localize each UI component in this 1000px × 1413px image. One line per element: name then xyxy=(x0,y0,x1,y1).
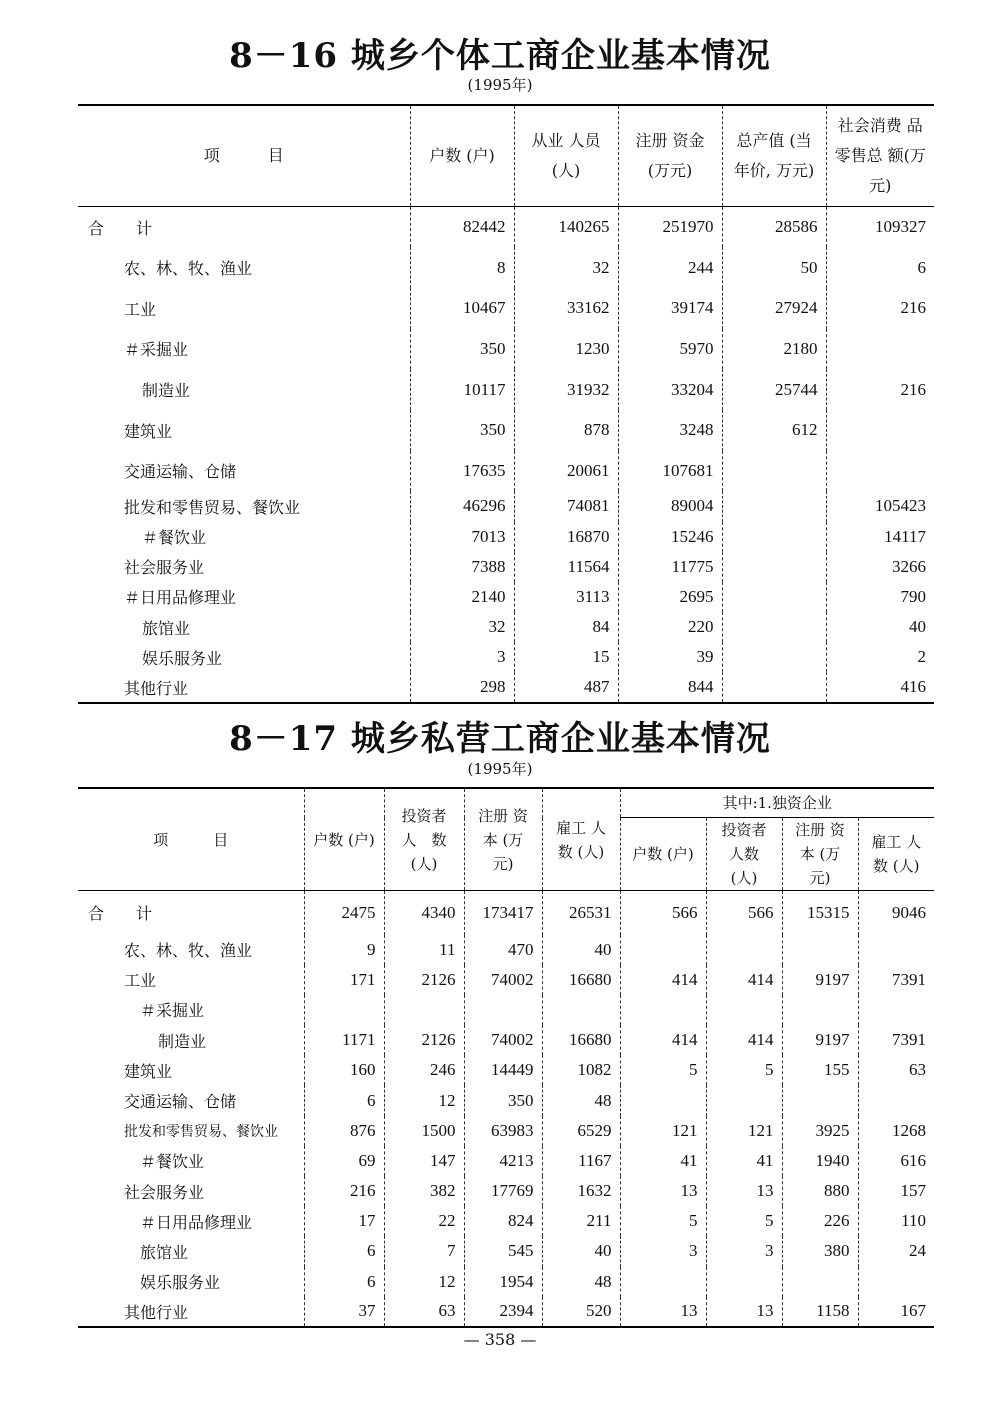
cell-employees: 487 xyxy=(514,672,618,702)
cell-employees: 1167 xyxy=(542,1146,620,1176)
cell-employees: 140265 xyxy=(514,207,618,248)
cell-sub-capital xyxy=(782,1267,858,1297)
table-row xyxy=(78,522,934,552)
table16-header-retail: 社会消费 品零售总 额(万元) xyxy=(826,105,934,207)
cell-sub-households: 5 xyxy=(620,1055,706,1085)
cell-retail: 109327 xyxy=(826,207,934,248)
table-row xyxy=(78,642,934,672)
cell-sub-capital xyxy=(782,1085,858,1115)
cell-output: 28586 xyxy=(722,207,826,248)
cell-capital: 220 xyxy=(618,612,722,642)
cell-employees: 84 xyxy=(514,612,618,642)
cell-capital: 2695 xyxy=(618,582,722,612)
cell-sub-employees: 616 xyxy=(858,1146,934,1176)
cell-output xyxy=(722,552,826,582)
row-label: 娱乐服务业 xyxy=(142,648,223,668)
row-label: 农、林、牧、渔业 xyxy=(124,259,253,279)
table-row xyxy=(78,1146,934,1176)
cell-retail: 216 xyxy=(826,288,934,329)
table-row xyxy=(78,207,934,248)
row-label: 旅馆业 xyxy=(142,618,191,638)
row-label: 社会服务业 xyxy=(124,558,205,578)
table-row xyxy=(78,451,934,492)
cell-sub-investors xyxy=(706,1085,782,1115)
cell-employees: 32 xyxy=(514,247,618,288)
cell-capital: 824 xyxy=(464,1206,542,1236)
table-row xyxy=(78,672,934,702)
cell-retail: 6 xyxy=(826,247,934,288)
cell-employees: 16870 xyxy=(514,522,618,552)
row-label: 制造业 xyxy=(142,381,191,401)
table-row xyxy=(78,1116,934,1146)
cell-sub-employees: 1268 xyxy=(858,1116,934,1146)
cell-capital: 17769 xyxy=(464,1176,542,1206)
table17-header-sub-investors: 投资者 人数 (人) xyxy=(706,818,782,891)
cell-capital: 39174 xyxy=(618,288,722,329)
cell-sub-employees xyxy=(858,1267,934,1297)
cell-capital: 5970 xyxy=(618,329,722,370)
table17-header-sub-households: 户数 (户) xyxy=(620,818,706,891)
cell-employees: 3113 xyxy=(514,582,618,612)
cell-sub-investors xyxy=(706,935,782,965)
cell-output: 2180 xyxy=(722,329,826,370)
cell-investors: 2126 xyxy=(384,1025,464,1055)
cell-investors: 63 xyxy=(384,1297,464,1327)
cell-households: 10117 xyxy=(410,369,514,410)
cell-capital: 14449 xyxy=(464,1055,542,1085)
cell-capital: 63983 xyxy=(464,1116,542,1146)
cell-sub-capital: 155 xyxy=(782,1055,858,1085)
table17-header-households: 户数 (户) xyxy=(304,788,384,891)
table16-header-households: 户数 (户) xyxy=(410,105,514,207)
row-label: 其他行业 xyxy=(124,678,189,698)
cell-investors: 246 xyxy=(384,1055,464,1085)
cell-households: 37 xyxy=(304,1297,384,1327)
cell-households: 171 xyxy=(304,965,384,995)
cell-households xyxy=(304,995,384,1025)
cell-sub-households: 566 xyxy=(620,891,706,935)
cell-households: 7388 xyxy=(410,552,514,582)
cell-sub-investors: 13 xyxy=(706,1297,782,1327)
cell-sub-investors: 414 xyxy=(706,965,782,995)
row-label: ＃采掘业 xyxy=(124,340,189,360)
table-row xyxy=(78,1025,934,1055)
cell-households: 32 xyxy=(410,612,514,642)
cell-capital: 1954 xyxy=(464,1267,542,1297)
cell-capital: 4213 xyxy=(464,1146,542,1176)
cell-sub-capital: 1158 xyxy=(782,1297,858,1327)
table16-year: (1995年) xyxy=(467,76,533,94)
cell-employees xyxy=(542,995,620,1025)
table-row xyxy=(78,935,934,965)
page-number: — 358 — xyxy=(463,1330,537,1349)
cell-households: 6 xyxy=(304,1085,384,1115)
row-label: 批发和零售贸易、餐饮业 xyxy=(124,1123,278,1140)
table-row xyxy=(78,965,934,995)
cell-sub-employees: 110 xyxy=(858,1206,934,1236)
cell-sub-households: 13 xyxy=(620,1176,706,1206)
table17-header-sub-employees: 雇工 人数 (人) xyxy=(858,818,934,891)
cell-households: 6 xyxy=(304,1267,384,1297)
cell-employees: 48 xyxy=(542,1267,620,1297)
row-label: ＃日用品修理业 xyxy=(124,588,237,608)
table-row xyxy=(78,995,934,1025)
row-label: ＃采掘业 xyxy=(140,1001,205,1021)
cell-households: 2475 xyxy=(304,891,384,935)
cell-sub-investors: 121 xyxy=(706,1116,782,1146)
table17-header-investors: 投资者 人 数 (人) xyxy=(384,788,464,891)
table-row xyxy=(78,552,934,582)
cell-employees: 20061 xyxy=(514,451,618,492)
cell-investors: 22 xyxy=(384,1206,464,1236)
cell-households: 17635 xyxy=(410,451,514,492)
cell-sub-investors: 5 xyxy=(706,1206,782,1236)
cell-investors: 1500 xyxy=(384,1116,464,1146)
cell-sub-households: 5 xyxy=(620,1206,706,1236)
cell-capital: 251970 xyxy=(618,207,722,248)
cell-capital: 3248 xyxy=(618,410,722,451)
cell-households: 298 xyxy=(410,672,514,702)
cell-sub-households xyxy=(620,1267,706,1297)
cell-households: 350 xyxy=(410,329,514,370)
table-row xyxy=(78,612,934,642)
cell-sub-households: 121 xyxy=(620,1116,706,1146)
table-row xyxy=(78,1206,934,1236)
cell-sub-capital: 1940 xyxy=(782,1146,858,1176)
row-label: 工业 xyxy=(124,299,157,319)
cell-employees: 15 xyxy=(514,642,618,672)
cell-capital: 844 xyxy=(618,672,722,702)
cell-output: 50 xyxy=(722,247,826,288)
cell-capital: 89004 xyxy=(618,491,722,521)
cell-capital: 15246 xyxy=(618,522,722,552)
cell-employees: 878 xyxy=(514,410,618,451)
row-label: 农、林、牧、渔业 xyxy=(124,941,253,961)
cell-households: 350 xyxy=(410,410,514,451)
cell-sub-investors: 414 xyxy=(706,1025,782,1055)
table16-header-capital: 注册 资金 (万元) xyxy=(618,105,722,207)
cell-households: 7013 xyxy=(410,522,514,552)
cell-sub-capital xyxy=(782,995,858,1025)
cell-employees: 31932 xyxy=(514,369,618,410)
table-row xyxy=(78,1267,934,1297)
table17-title: 8－17 城乡私营工商企业基本情况 xyxy=(229,719,771,759)
cell-output xyxy=(722,672,826,702)
table-row xyxy=(78,288,934,329)
cell-households: 216 xyxy=(304,1176,384,1206)
row-label: 工业 xyxy=(124,971,157,991)
cell-sub-households: 3 xyxy=(620,1236,706,1266)
cell-sub-capital: 9197 xyxy=(782,1025,858,1055)
cell-capital: 33204 xyxy=(618,369,722,410)
cell-retail: 3266 xyxy=(826,552,934,582)
cell-households: 876 xyxy=(304,1116,384,1146)
row-label: ＃日用品修理业 xyxy=(140,1212,253,1232)
cell-retail: 2 xyxy=(826,642,934,672)
cell-employees: 1230 xyxy=(514,329,618,370)
cell-sub-investors xyxy=(706,995,782,1025)
cell-households: 2140 xyxy=(410,582,514,612)
table-row xyxy=(78,1236,934,1266)
row-label: 娱乐服务业 xyxy=(140,1273,221,1293)
table17-header-employees: 雇工 人数 (人) xyxy=(542,788,620,891)
table-row xyxy=(78,247,934,288)
cell-sub-investors: 41 xyxy=(706,1146,782,1176)
table-row xyxy=(78,582,934,612)
cell-sub-employees: 7391 xyxy=(858,1025,934,1055)
cell-output xyxy=(722,642,826,672)
cell-sub-households xyxy=(620,1085,706,1115)
table16-title: 8－16 城乡个体工商企业基本情况 xyxy=(229,36,771,76)
cell-investors: 12 xyxy=(384,1085,464,1115)
table-row xyxy=(78,369,934,410)
row-label: 制造业 xyxy=(158,1031,207,1051)
cell-sub-employees: 7391 xyxy=(858,965,934,995)
table17-header-group: 其中:1.独资企业 xyxy=(620,788,934,818)
cell-sub-employees: 9046 xyxy=(858,891,934,935)
table-row xyxy=(78,891,934,935)
row-label: 批发和零售贸易、餐饮业 xyxy=(124,497,301,517)
cell-sub-capital: 880 xyxy=(782,1176,858,1206)
cell-sub-employees: 63 xyxy=(858,1055,934,1085)
cell-households: 9 xyxy=(304,935,384,965)
table-row xyxy=(78,491,934,521)
cell-retail: 14117 xyxy=(826,522,934,552)
cell-employees: 16680 xyxy=(542,1025,620,1055)
table17-header-capital: 注册 资本 (万元) xyxy=(464,788,542,891)
cell-retail xyxy=(826,410,934,451)
cell-sub-employees xyxy=(858,1085,934,1115)
cell-households: 6 xyxy=(304,1236,384,1266)
table-row xyxy=(78,1085,934,1115)
cell-sub-employees: 24 xyxy=(858,1236,934,1266)
cell-retail: 416 xyxy=(826,672,934,702)
cell-households: 82442 xyxy=(410,207,514,248)
cell-investors: 2126 xyxy=(384,965,464,995)
cell-investors: 11 xyxy=(384,935,464,965)
row-label: 交通运输、仓储 xyxy=(124,1092,237,1112)
cell-sub-households: 414 xyxy=(620,1025,706,1055)
cell-employees: 48 xyxy=(542,1085,620,1115)
row-label: 旅馆业 xyxy=(140,1242,189,1262)
table-row xyxy=(78,1297,934,1327)
cell-employees: 40 xyxy=(542,935,620,965)
cell-households: 8 xyxy=(410,247,514,288)
cell-capital: 11775 xyxy=(618,552,722,582)
cell-sub-households xyxy=(620,935,706,965)
cell-capital: 173417 xyxy=(464,891,542,935)
cell-sub-employees xyxy=(858,995,934,1025)
cell-employees: 26531 xyxy=(542,891,620,935)
cell-capital: 244 xyxy=(618,247,722,288)
cell-retail: 790 xyxy=(826,582,934,612)
row-label: ＃餐饮业 xyxy=(142,528,207,548)
cell-sub-employees xyxy=(858,935,934,965)
cell-households: 10467 xyxy=(410,288,514,329)
cell-retail xyxy=(826,329,934,370)
table-row xyxy=(78,329,934,370)
cell-sub-investors: 3 xyxy=(706,1236,782,1266)
table-row xyxy=(78,410,934,451)
table17-header-sub-capital: 注册 资本 (万元) xyxy=(782,818,858,891)
cell-sub-households: 41 xyxy=(620,1146,706,1176)
cell-sub-investors xyxy=(706,1267,782,1297)
cell-investors: 147 xyxy=(384,1146,464,1176)
table-row xyxy=(78,1055,934,1085)
cell-output: 612 xyxy=(722,410,826,451)
row-label: 建筑业 xyxy=(124,1061,173,1081)
cell-capital xyxy=(464,995,542,1025)
table16-header-output: 总产值 (当年价, 万元) xyxy=(722,105,826,207)
cell-employees: 40 xyxy=(542,1236,620,1266)
cell-employees: 74081 xyxy=(514,491,618,521)
cell-households: 46296 xyxy=(410,491,514,521)
row-label: 社会服务业 xyxy=(124,1182,205,1202)
row-label: 其他行业 xyxy=(124,1302,189,1322)
cell-retail: 40 xyxy=(826,612,934,642)
cell-capital: 74002 xyxy=(464,1025,542,1055)
table17-year: (1995年) xyxy=(467,760,533,778)
table16-header-item: 项 目 xyxy=(78,105,410,207)
cell-output xyxy=(722,522,826,552)
cell-sub-investors: 566 xyxy=(706,891,782,935)
cell-households: 160 xyxy=(304,1055,384,1085)
cell-retail xyxy=(826,451,934,492)
row-label: 交通运输、仓储 xyxy=(124,462,237,482)
cell-investors: 12 xyxy=(384,1267,464,1297)
cell-output xyxy=(722,612,826,642)
cell-sub-investors: 5 xyxy=(706,1055,782,1085)
cell-output xyxy=(722,582,826,612)
cell-capital: 107681 xyxy=(618,451,722,492)
cell-employees: 1632 xyxy=(542,1176,620,1206)
cell-investors: 382 xyxy=(384,1176,464,1206)
cell-investors: 4340 xyxy=(384,891,464,935)
row-label: ＃餐饮业 xyxy=(140,1152,205,1172)
cell-investors xyxy=(384,995,464,1025)
cell-capital: 74002 xyxy=(464,965,542,995)
cell-investors: 7 xyxy=(384,1236,464,1266)
cell-sub-households xyxy=(620,995,706,1025)
cell-employees: 6529 xyxy=(542,1116,620,1146)
cell-sub-employees: 167 xyxy=(858,1297,934,1327)
cell-sub-capital xyxy=(782,935,858,965)
cell-employees: 1082 xyxy=(542,1055,620,1085)
row-label: 建筑业 xyxy=(124,421,173,441)
cell-output xyxy=(722,451,826,492)
cell-sub-households: 13 xyxy=(620,1297,706,1327)
cell-retail: 105423 xyxy=(826,491,934,521)
table16-header-employees: 从业 人员 (人) xyxy=(514,105,618,207)
table-row xyxy=(78,1176,934,1206)
table16 xyxy=(78,104,934,704)
table17 xyxy=(78,787,934,1328)
cell-employees: 211 xyxy=(542,1206,620,1236)
cell-sub-capital: 15315 xyxy=(782,891,858,935)
row-label: 合 计 xyxy=(88,904,153,924)
row-label: 合 计 xyxy=(88,218,153,238)
table17-header-item: 项 目 xyxy=(153,830,229,849)
cell-employees: 520 xyxy=(542,1297,620,1327)
cell-sub-employees: 157 xyxy=(858,1176,934,1206)
cell-output: 25744 xyxy=(722,369,826,410)
cell-sub-capital: 380 xyxy=(782,1236,858,1266)
cell-households: 3 xyxy=(410,642,514,672)
cell-employees: 11564 xyxy=(514,552,618,582)
cell-output: 27924 xyxy=(722,288,826,329)
cell-employees: 33162 xyxy=(514,288,618,329)
cell-households: 17 xyxy=(304,1206,384,1236)
cell-output xyxy=(722,491,826,521)
cell-sub-households: 414 xyxy=(620,965,706,995)
cell-retail: 216 xyxy=(826,369,934,410)
cell-sub-capital: 9197 xyxy=(782,965,858,995)
cell-capital: 350 xyxy=(464,1085,542,1115)
cell-households: 1171 xyxy=(304,1025,384,1055)
cell-employees: 16680 xyxy=(542,965,620,995)
cell-households: 69 xyxy=(304,1146,384,1176)
cell-capital: 39 xyxy=(618,642,722,672)
cell-capital: 545 xyxy=(464,1236,542,1266)
cell-sub-capital: 3925 xyxy=(782,1116,858,1146)
cell-sub-investors: 13 xyxy=(706,1176,782,1206)
cell-capital: 470 xyxy=(464,935,542,965)
cell-sub-capital: 226 xyxy=(782,1206,858,1236)
cell-capital: 2394 xyxy=(464,1297,542,1327)
